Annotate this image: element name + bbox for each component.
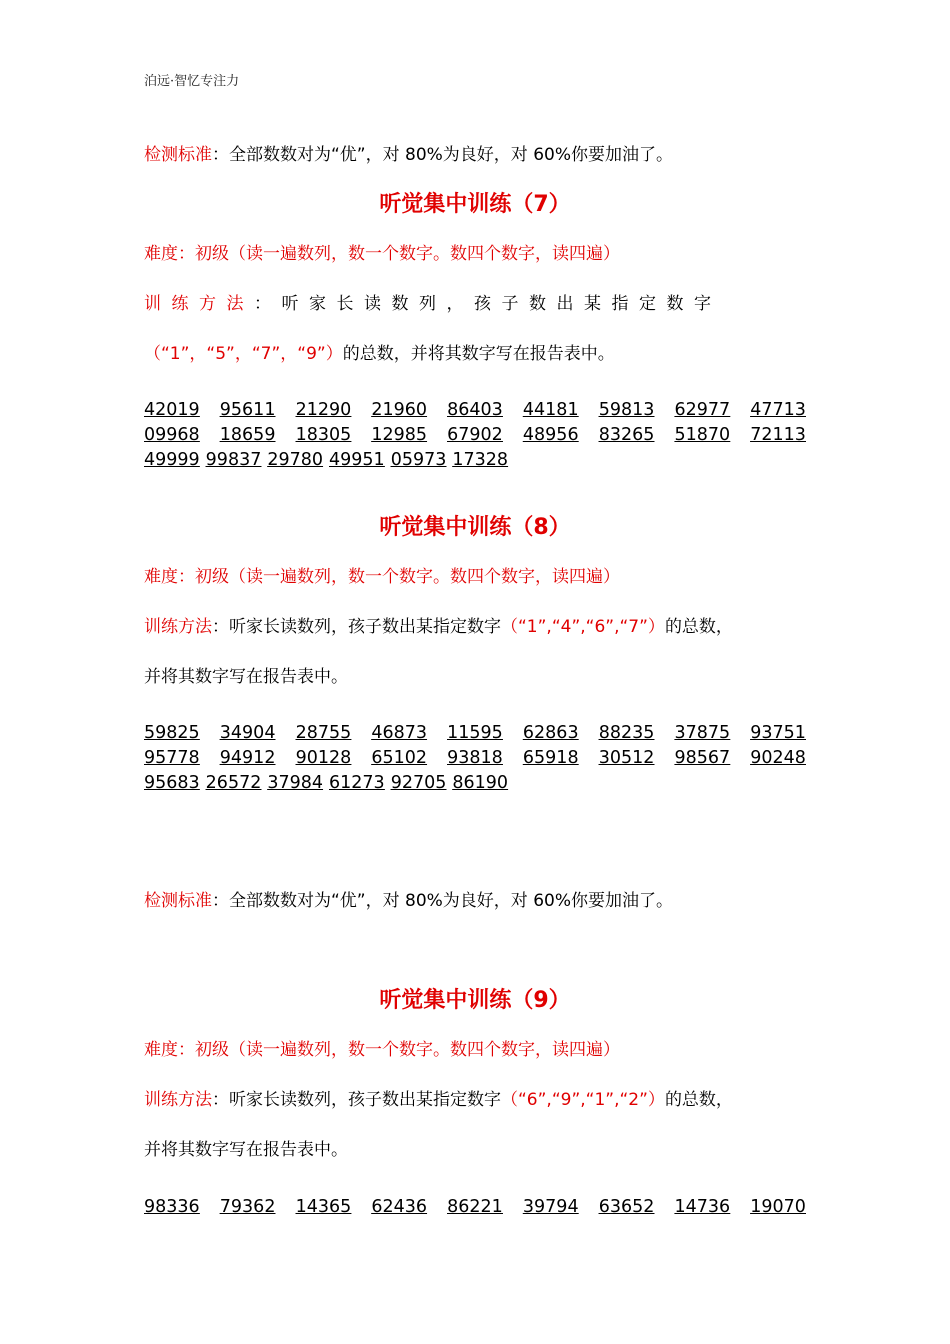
number: 05973 <box>390 450 447 470</box>
number: 98567 <box>674 748 731 768</box>
number: 99837 <box>205 450 262 470</box>
number: 19070 <box>750 1197 806 1217</box>
number: 18659 <box>219 425 276 445</box>
number: 86403 <box>447 400 503 420</box>
method-text: 的总数， <box>664 617 733 637</box>
method-text: 的总数， <box>664 1090 733 1110</box>
section-9-difficulty: 难度：初级（读一遍数列，数一个数字。数四个数字，读四遍） <box>144 1040 620 1060</box>
number: 09968 <box>144 425 200 445</box>
method-digits: （“1”,“4”,“6”,“7”） <box>501 617 665 637</box>
number: 29780 <box>267 450 324 470</box>
number: 63652 <box>598 1197 655 1217</box>
number: 44181 <box>522 400 579 420</box>
number: 49951 <box>329 450 385 470</box>
number-row <box>144 448 806 473</box>
number-row <box>144 398 806 423</box>
page-header: 泊远·智忆专注力 <box>144 74 240 89</box>
number: 94912 <box>219 748 276 768</box>
number: 21290 <box>295 400 352 420</box>
number: 28755 <box>295 723 352 743</box>
number: 59825 <box>144 723 200 743</box>
number: 62436 <box>371 1197 428 1217</box>
section-9-method <box>144 1085 733 1110</box>
method-label: 训练方法 <box>144 617 212 637</box>
number: 72113 <box>750 425 806 445</box>
number: 26572 <box>205 773 262 793</box>
number: 17328 <box>452 450 509 470</box>
number: 95683 <box>144 773 200 793</box>
criteria-text: ：全部数数对为“优”，对 80%为良好，对 60%你要加油了。 <box>212 145 673 165</box>
number-row <box>144 721 806 746</box>
number: 61273 <box>329 773 385 793</box>
number: 14365 <box>295 1197 352 1217</box>
criteria-label: 检测标准 <box>144 891 212 911</box>
number: 98336 <box>144 1197 200 1217</box>
number: 18305 <box>295 425 352 445</box>
section-8-method <box>144 612 733 637</box>
method-label: 训练方法 <box>144 294 254 314</box>
number: 86190 <box>452 773 509 793</box>
criteria-text: ：全部数数对为“优”，对 80%为良好，对 60%你要加油了。 <box>212 891 673 911</box>
section-8-numbers <box>144 721 806 796</box>
section-8-difficulty: 难度：初级（读一遍数列，数一个数字。数四个数字，读四遍） <box>144 567 620 587</box>
number: 93751 <box>750 723 806 743</box>
section-9-title: 听觉集中训练（9） <box>379 988 571 1013</box>
method-label: 训练方法 <box>144 1090 212 1110</box>
number: 37875 <box>674 723 731 743</box>
number: 90128 <box>295 748 352 768</box>
number: 49999 <box>144 450 200 470</box>
number: 92705 <box>390 773 447 793</box>
number: 88235 <box>598 723 655 743</box>
number: 62863 <box>522 723 579 743</box>
criteria-top <box>144 140 673 165</box>
number: 95778 <box>144 748 200 768</box>
criteria-label: 检测标准 <box>144 145 212 165</box>
number: 79362 <box>219 1197 276 1217</box>
number: 65102 <box>371 748 428 768</box>
number-row <box>144 423 806 448</box>
method-digits: （“1”，“5”，“7”，“9”） <box>144 344 343 364</box>
number: 90248 <box>750 748 806 768</box>
number: 42019 <box>144 400 200 420</box>
method-text: 的总数，并将其数字写在报告表中。 <box>342 344 615 364</box>
number-row <box>144 746 806 771</box>
method-digits: （“6”,“9”,“1”,“2”） <box>501 1090 665 1110</box>
number: 47713 <box>750 400 806 420</box>
number: 48956 <box>522 425 579 445</box>
number: 21960 <box>371 400 428 420</box>
section-9-method-cont: 并将其数字写在报告表中。 <box>144 1140 348 1160</box>
number: 46873 <box>371 723 428 743</box>
number: 51870 <box>674 425 731 445</box>
number: 93818 <box>447 748 503 768</box>
number: 83265 <box>598 425 655 445</box>
number: 39794 <box>522 1197 579 1217</box>
number: 11595 <box>447 723 503 743</box>
section-8-method-cont: 并将其数字写在报告表中。 <box>144 667 348 687</box>
section-7-difficulty: 难度：初级（读一遍数列，数一个数字。数四个数字，读四遍） <box>144 244 620 264</box>
number: 67902 <box>447 425 503 445</box>
number: 30512 <box>598 748 655 768</box>
number: 59813 <box>598 400 655 420</box>
number: 95611 <box>219 400 276 420</box>
criteria-mid <box>144 886 673 911</box>
number: 62977 <box>674 400 731 420</box>
number: 65918 <box>522 748 579 768</box>
section-8-title: 听觉集中训练（8） <box>379 515 571 540</box>
method-text: ：听家长读数列，孩子数出某指定数字 <box>212 617 501 637</box>
section-7-method <box>144 289 722 314</box>
number-row <box>144 1195 806 1220</box>
method-text: ：听家长读数列，孩子数出某指定数字 <box>254 294 722 314</box>
number: 86221 <box>447 1197 503 1217</box>
section-7-numbers <box>144 398 806 473</box>
number: 34904 <box>219 723 276 743</box>
method-text: ：听家长读数列，孩子数出某指定数字 <box>212 1090 501 1110</box>
section-9-numbers <box>144 1195 806 1220</box>
number-row <box>144 771 806 796</box>
number: 37984 <box>267 773 324 793</box>
number: 14736 <box>674 1197 731 1217</box>
section-7-method-cont <box>144 339 615 364</box>
number: 12985 <box>371 425 428 445</box>
section-7-title: 听觉集中训练（7） <box>379 192 571 217</box>
